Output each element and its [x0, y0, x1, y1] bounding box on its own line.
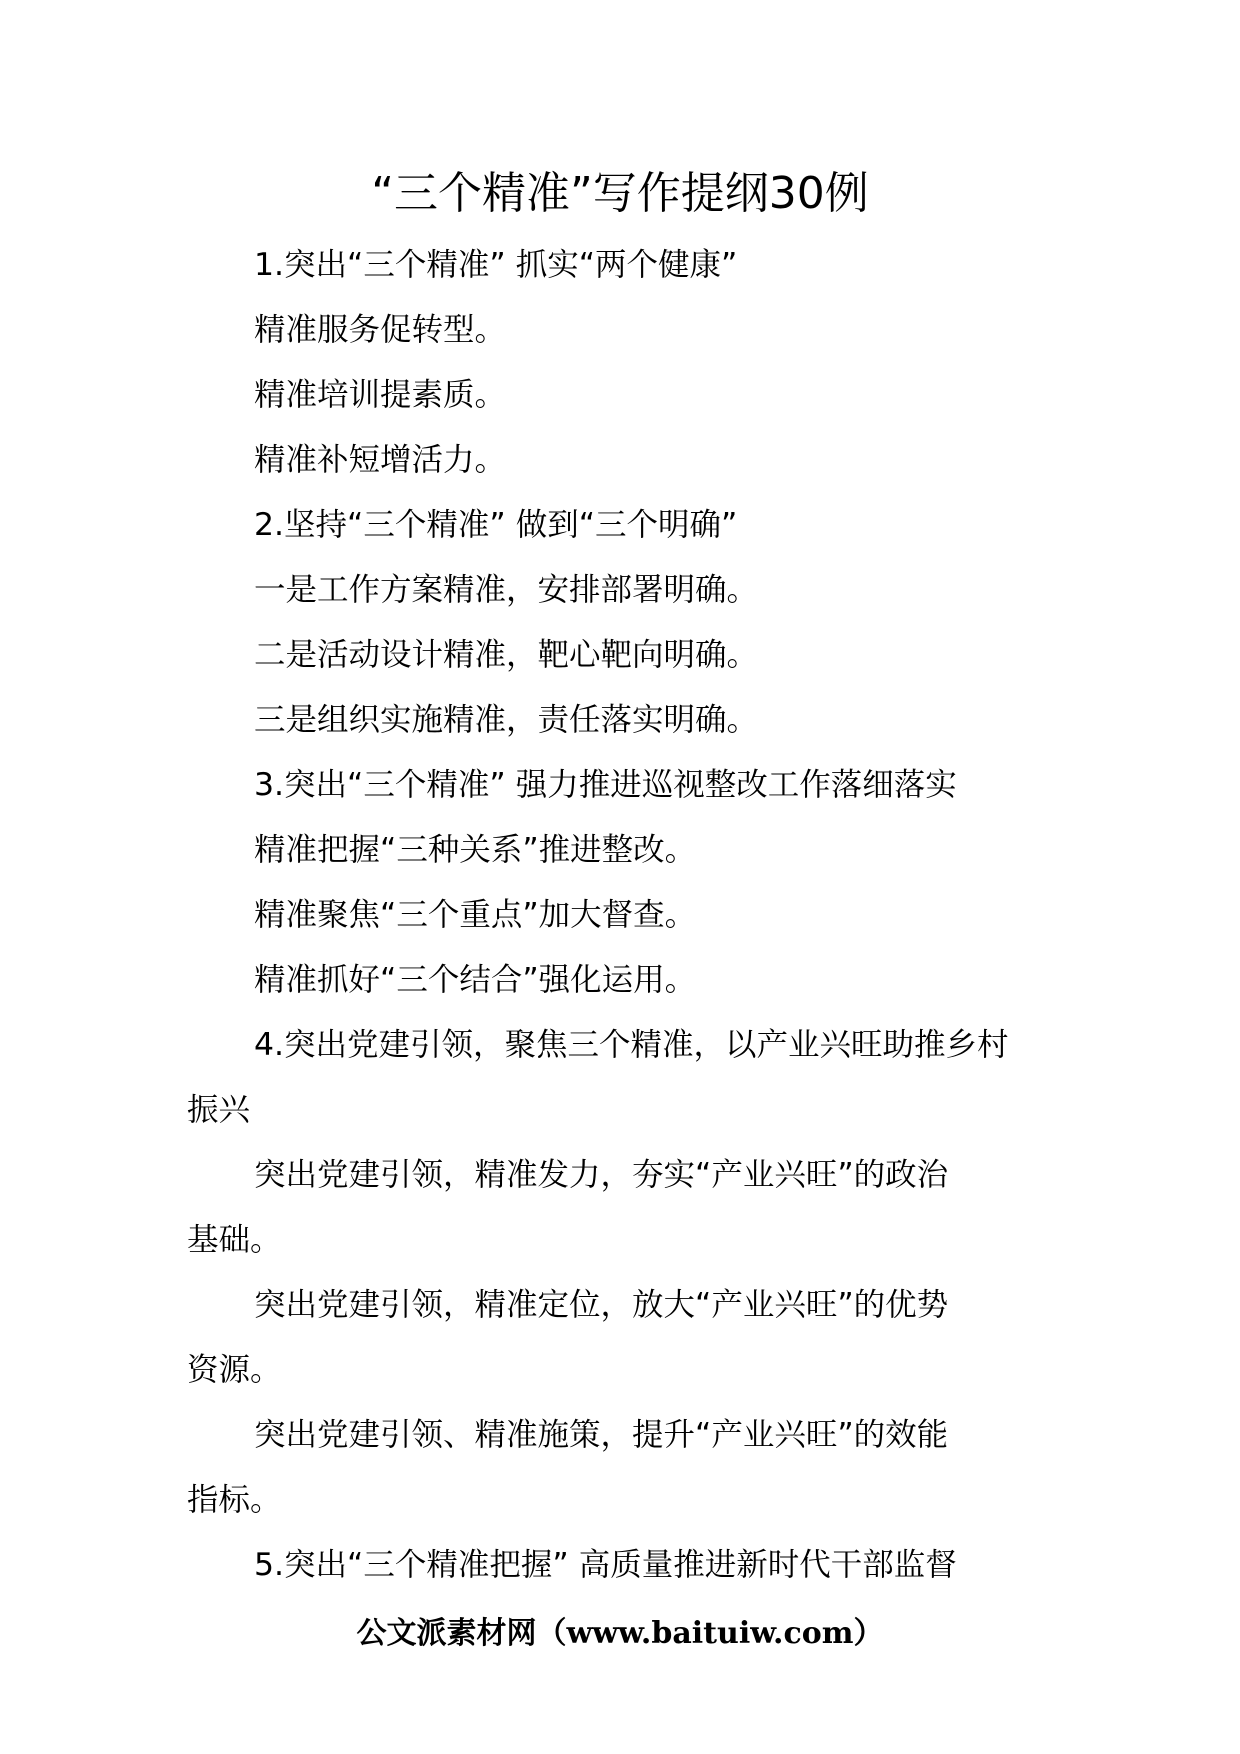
body-line: 精准培训提素质。 — [254, 377, 507, 413]
document-title: “三个精准”写作提纲30例 — [371, 168, 869, 219]
body-line: 4.突出党建引领，聚焦三个精准，以产业兴旺助推乡村 — [254, 1027, 1009, 1063]
body-line: 突出党建引领，精准定位，放大“产业兴旺”的优势 — [254, 1287, 949, 1323]
body-line: 指标。 — [187, 1482, 282, 1518]
page-footer: 公文派素材网（www.baituiw.com） — [356, 1616, 884, 1651]
body-line: 三是组织实施精准，责任落实明确。 — [254, 702, 759, 738]
body-line: 2.坚持“三个精准” 做到“三个明确” — [254, 507, 738, 543]
body-line: 基础。 — [187, 1222, 282, 1258]
body-line: 资源。 — [187, 1352, 282, 1388]
body-line: 一是工作方案精准，安排部署明确。 — [254, 572, 759, 608]
body-line: 3.突出“三个精准” 强力推进巡视整改工作落细落实 — [254, 767, 957, 803]
body-line: 突出党建引领，精准发力，夯实“产业兴旺”的政治 — [254, 1157, 949, 1193]
body-line: 振兴 — [187, 1092, 251, 1128]
body-line: 精准把握“三种关系”推进整改。 — [254, 832, 697, 868]
body-line: 1.突出“三个精准” 抓实“两个健康” — [254, 247, 738, 283]
body-line: 5.突出“三个精准把握” 高质量推进新时代干部监督 — [254, 1547, 957, 1583]
body-line: 精准聚焦“三个重点”加大督查。 — [254, 897, 697, 933]
body-line: 精准补短增活力。 — [254, 442, 507, 478]
document-body — [187, 233, 1057, 1598]
body-line: 精准服务促转型。 — [254, 312, 507, 348]
body-line: 精准抓好“三个结合”强化运用。 — [254, 962, 697, 998]
body-line: 突出党建引领、精准施策，提升“产业兴旺”的效能 — [254, 1417, 949, 1453]
body-line: 二是活动设计精准，靶心靶向明确。 — [254, 637, 759, 673]
